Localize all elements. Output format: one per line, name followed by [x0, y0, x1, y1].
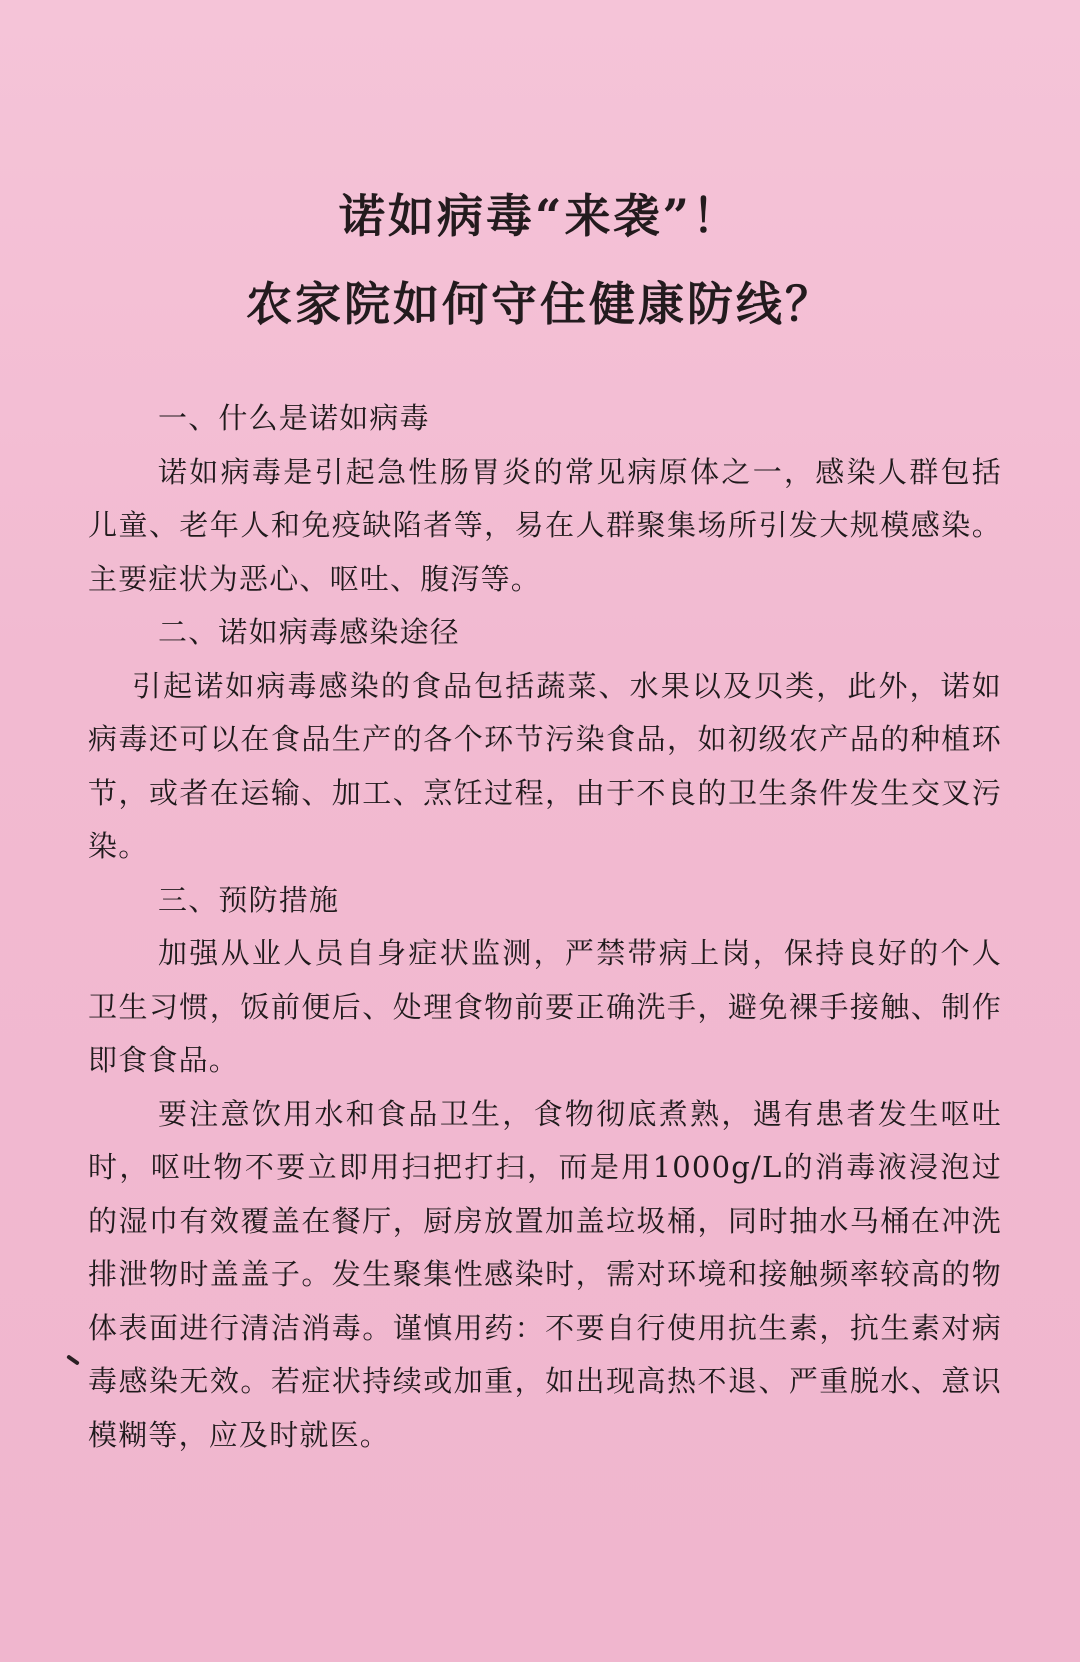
section-3-paragraph-2: 要注意饮用水和食品卫生，食物彻底煮熟，遇有患者发生呕吐时，呕吐物不要立即用扫把打扫，而是用1000g/L的消毒液浸泡过的湿巾有效覆盖在餐厅，厨房放置加盖垃圾桶，同时抽水马桶在冲洗排泄物时盖盖子。发生聚集性感染时，需对环境和接触频率较高的物体表面进行清洁消毒。谨慎用药：不要自行使用抗生素，抗生素对病毒感染无效。若症状持续或加重，如出现高热不退、严重脱水、意识模糊等，应及时就医。: [88, 1096, 1002, 1452]
title-line-1: 诺如病毒“来袭”！: [339, 189, 741, 243]
section-2-paragraph-1: 引起诺如病毒感染的食品包括蔬菜、水果以及贝类，此外，诺如病毒还可以在食品生产的各个环节污染食品，如初级农产品的种植环节，或者在运输、加工、烹饪过程，由于不良的卫生条件发生交叉污染。: [88, 668, 1002, 863]
document-body: [88, 392, 1002, 1462]
section-heading-1: 一、什么是诺如病毒: [158, 401, 430, 435]
section-heading-3: 三、预防措施: [158, 882, 340, 917]
section-heading-2: 二、诺如病毒感染途径: [158, 615, 461, 649]
title-line-2: 农家院如何守住健康防线？: [246, 277, 834, 331]
section-3-paragraph-1: 加强从业人员自身症状监测，严禁带病上岗，保持良好的个人卫生习惯，饭前便后、处理食物前要正确洗手，避免裸手接触、制作即食食品。: [88, 936, 1002, 1077]
section-1-paragraph-1: 诺如病毒是引起急性肠胃炎的常见病原体之一，感染人群包括儿童、老年人和免疫缺陷者等，易在人群聚集场所引发大规模感染。主要症状为恶心、呕吐、腹泻等。: [88, 454, 1002, 596]
document-title: [0, 172, 1080, 348]
pen-mark: [66, 1354, 80, 1365]
